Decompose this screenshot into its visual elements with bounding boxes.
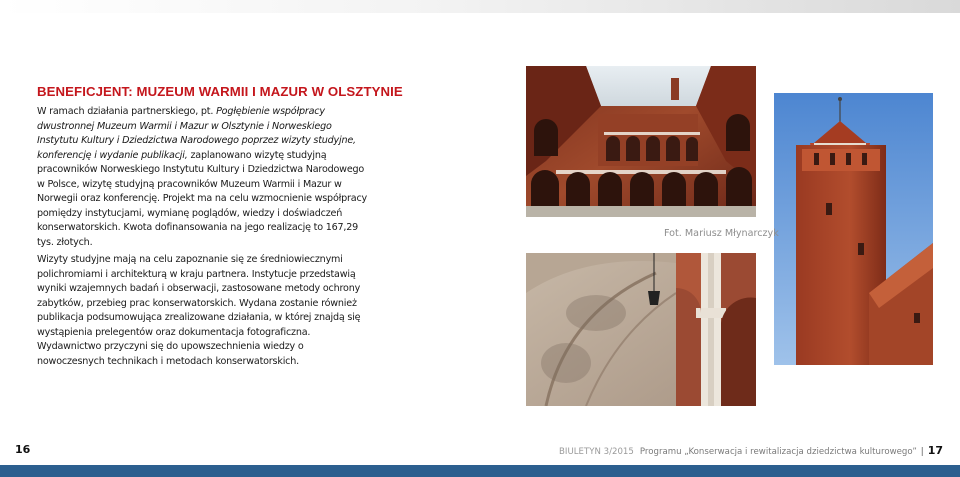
page-number-right: 17 bbox=[927, 444, 943, 457]
top-decorative-bar bbox=[0, 0, 960, 13]
bottom-decorative-bar bbox=[0, 465, 960, 477]
footer-separator: | bbox=[920, 447, 924, 457]
section-heading: BENEFICJENT: MUZEUM WARMII I MAZUR W OLSZTYNIE bbox=[37, 84, 403, 99]
paragraph-1-rest: zaplanowano wizytę studyjną pracowników Norweskiego Instytutu Kultury i Dziedzictwa Narodowego w Polsce, wizytę studyjną pracowników Muzeum Warmii i Mazur w Norwegii oraz konferencję. Projekt ma na celu wzmocnienie współpracy pomiędzy instytucjami, wymianę poglądów, wiedzy i doświadczeń konserwatorskich. Kwota dofinansowania na jego realizację to 167,29 tys. złotych. bbox=[37, 149, 368, 248]
page-number-left: 16 bbox=[15, 443, 31, 456]
program-name: Programu „Konserwacja i rewitalizacja dziedzictwa kulturowego” bbox=[639, 447, 917, 457]
paragraph-1 bbox=[37, 105, 373, 250]
courtyard-photo bbox=[526, 66, 756, 217]
paragraph-2: Wizyty studyjne mają na celu zapoznanie się ze średniowiecznymi polichromiami i architekturą w kraju partnera. Instytucje przedstawią wyniki wzajemnych badań i obserwacji, zastosowane metody ochrony zabytków, przebieg prac konserwatorskich. Wydana zostanie również publikacja podsumowująca zrealizowane działania, w której znajdą się wystąpienia prelegentów oraz dokumentacja fotograficzna. Wydawnictwo przyczyni się do upowszechnienia wiedzy o nowoczesnych technikach i metodach konserwatorskich. bbox=[37, 254, 361, 367]
photo-credit: Fot. Mariusz Młynarczyk bbox=[664, 228, 779, 239]
footer-right bbox=[559, 444, 943, 457]
body-text bbox=[37, 105, 373, 369]
vault-arch-photo bbox=[526, 253, 756, 406]
paragraph-1-project-title: Pogłębienie współpracy dwustronnej Muzeum Warmii i Mazur w Olsztynie i Norweskiego Instytutu Kultury i Dziedzictwa Narodowego poprzez wizyty studyjne, konferencję i wydanie publikacji, bbox=[37, 106, 356, 161]
journal-issue: BIULETYN 3/2015 bbox=[559, 447, 634, 457]
paragraph-1-lead: W ramach działania partnerskiego, pt. bbox=[37, 106, 217, 117]
tower-photo bbox=[774, 93, 933, 365]
